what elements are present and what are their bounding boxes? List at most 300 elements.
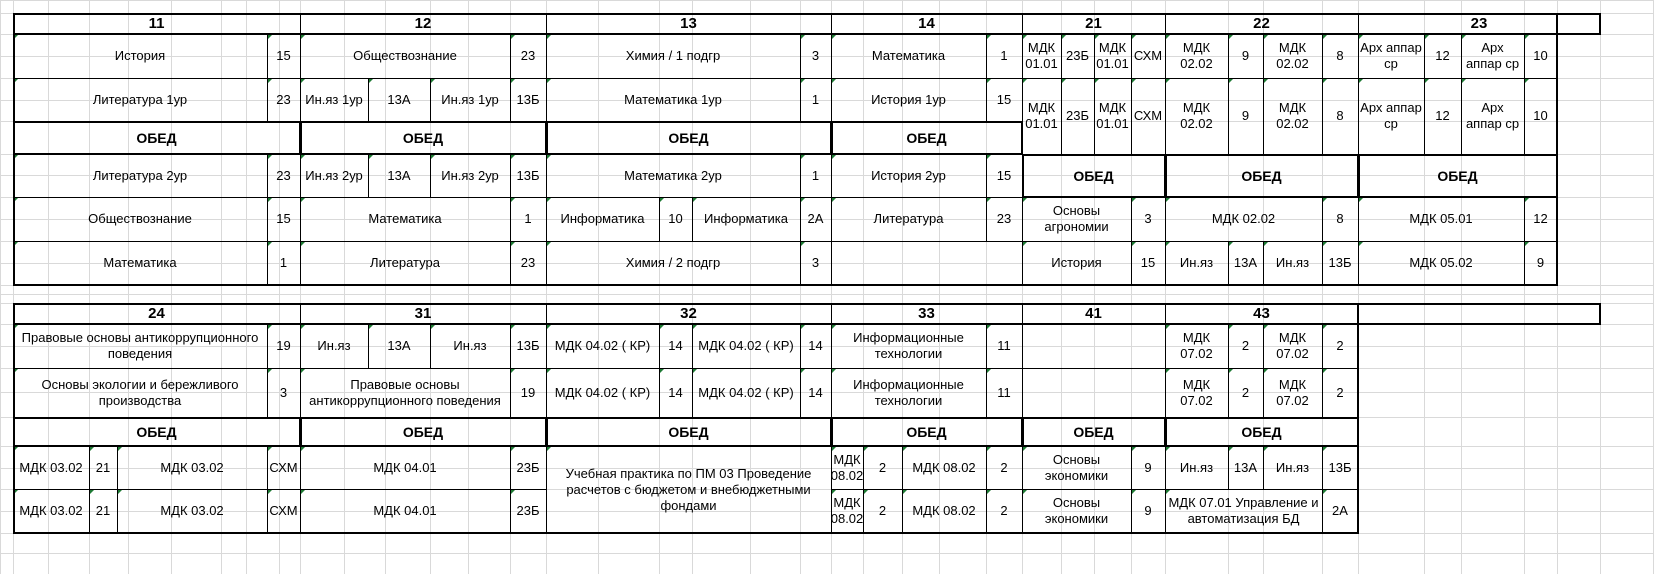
g12-p5-subject[interactable]: [300, 241, 510, 285]
g22-p4-room[interactable]: [1322, 197, 1358, 241]
g22-p2-subgroup1-subject[interactable]: [1165, 78, 1228, 154]
lunch-break-21-text: ОБЕД: [1073, 167, 1114, 184]
g31-p1-subgroup2-subject[interactable]: [430, 324, 510, 368]
g24-p1-room[interactable]: [267, 324, 300, 368]
g32-p2-subgroup2-subject[interactable]: [692, 368, 800, 417]
cell-border: [267, 78, 268, 121]
cell-border: [1322, 34, 1323, 78]
g13-p4-subgroup2-room[interactable]: [800, 197, 831, 241]
g21-p4-room-text: 3: [1144, 211, 1152, 226]
g31-p2-subject[interactable]: [300, 368, 510, 417]
g14-p3-subject-text: История 2ур: [871, 167, 946, 183]
g14-p1-room-text: 1: [1000, 48, 1008, 63]
g21-p5-subject[interactable]: [1022, 241, 1131, 285]
g13-p1-subject[interactable]: [546, 34, 800, 78]
g22-p5-subgroup2-room[interactable]: [1322, 241, 1358, 285]
g14-p2-subject[interactable]: [831, 78, 986, 121]
g22-p2-subgroup2-subject[interactable]: [1263, 78, 1322, 154]
cell-border: [510, 154, 511, 197]
g43-p2-subgroup2-subject[interactable]: [1263, 368, 1322, 417]
g33-p3-subgroup2-room[interactable]: [986, 446, 1022, 489]
g33-p4-subgroup1-room[interactable]: [863, 489, 902, 533]
g11-p4-room-text: 15: [276, 211, 291, 226]
cell-border: [1022, 78, 1557, 79]
lunch-break-41[interactable]: [1022, 417, 1165, 446]
g43-p3-subgroup1-room-text: 13А: [1233, 459, 1258, 475]
cell-border: [368, 324, 369, 368]
g13-p3-subject-text: Математика 2ур: [624, 167, 722, 183]
cell-border: [986, 489, 987, 533]
cell-border: [546, 368, 831, 369]
cell-border: [1094, 34, 1095, 78]
g33-p4-subgroup2-room[interactable]: [986, 489, 1022, 533]
g21-p1-subgroup1-room[interactable]: [1061, 34, 1094, 78]
g33-p2-subject[interactable]: [831, 368, 986, 417]
g43-p2-subgroup1-subject-text: МДК 07.02: [1180, 376, 1213, 408]
cell-border: [430, 154, 431, 197]
cell-border: [1263, 446, 1264, 489]
g24-p2-subject[interactable]: [13, 368, 267, 417]
g32-p1-subgroup1-room-text: 14: [668, 338, 683, 353]
g11-p2-room[interactable]: [267, 78, 300, 121]
g13-p3-subject[interactable]: [546, 154, 800, 197]
cell-border: [659, 197, 660, 241]
g23-p1-subgroup2-subject-text: Арх аппар ср: [1465, 40, 1520, 71]
g43-p1-subgroup1-subject-text: МДК 07.02: [1180, 330, 1213, 361]
g14-p2-subject-text: История 1ур: [871, 91, 946, 107]
g41-p3-subject[interactable]: [1022, 446, 1131, 489]
g43-p4-room-text: 2А: [1332, 503, 1348, 518]
group-header-43[interactable]: [1165, 303, 1358, 324]
g21-p5-room-text: 15: [1140, 255, 1156, 270]
cell-border: [510, 241, 511, 285]
cell-border: [117, 489, 118, 533]
g12-p3-subgroup1-subject[interactable]: [300, 154, 368, 197]
g21-p1-subgroup2-subject[interactable]: [1094, 34, 1131, 78]
g43-p3-subgroup1-subject[interactable]: [1165, 446, 1228, 489]
g23-p5-room-text: 9: [1536, 255, 1545, 270]
cell-border: [1322, 78, 1323, 154]
g12-p3-subgroup1-room-text: 13А: [387, 167, 411, 183]
g23-p5-subject[interactable]: [1358, 241, 1524, 285]
g12-p2-subgroup1-room-text: 13А: [387, 91, 411, 107]
g13-p1-room-text: 3: [811, 48, 820, 63]
g22-p1-subgroup2-subject-text: МДК 02.02: [1276, 40, 1309, 71]
g43-p1-subgroup1-room[interactable]: [1228, 324, 1263, 368]
cell-border: [510, 368, 511, 417]
g11-p1-room-text: 15: [276, 48, 291, 63]
g23-p4-room-text: 12: [1533, 211, 1548, 226]
g43-p3-subgroup1-room[interactable]: [1228, 446, 1263, 489]
group-header-13[interactable]: [546, 13, 831, 34]
g12-p1-subject[interactable]: [300, 34, 510, 78]
g41-p3-room[interactable]: [1131, 446, 1165, 489]
g22-p5-subgroup1-room[interactable]: [1228, 241, 1263, 285]
g43-p1-subgroup2-room-text: 2: [1336, 338, 1344, 353]
cell-border: [902, 446, 903, 489]
cell-border: [1022, 303, 1023, 533]
g24-p3-subgroup2-subject[interactable]: [117, 446, 267, 489]
g22-p2-subgroup2-room[interactable]: [1322, 78, 1358, 154]
cell-border: [1165, 303, 1166, 533]
g13-p5-room[interactable]: [800, 241, 831, 285]
group-header-11[interactable]: [13, 13, 300, 34]
g23-p1-subgroup1-room-text: 12: [1435, 48, 1450, 63]
g43-p3-subgroup2-room[interactable]: [1322, 446, 1358, 489]
g12-p4-room[interactable]: [510, 197, 546, 241]
g32-p1-subgroup2-room[interactable]: [800, 324, 831, 368]
g12-p3-subgroup1-subject-text: Ин.яз 2ур: [305, 167, 363, 183]
g41-p4-subject-text: Основы экономики: [1044, 495, 1109, 526]
g12-p1-room[interactable]: [510, 34, 546, 78]
g43-p2-subgroup2-room[interactable]: [1322, 368, 1358, 417]
g33-p4-subgroup1-room-text: 2: [878, 503, 887, 518]
group-header-33[interactable]: [831, 303, 1022, 324]
g43-p3-subgroup2-room-text: 13Б: [1328, 459, 1352, 475]
g21-p1-subgroup2-room[interactable]: [1131, 34, 1165, 78]
group-header-41[interactable]: [1022, 303, 1165, 324]
group-header-21[interactable]: [1022, 13, 1165, 34]
g13-p2-subject[interactable]: [546, 78, 800, 121]
g12-p3-subgroup1-room[interactable]: [368, 154, 430, 197]
g13-p4-subgroup2-subject[interactable]: [692, 197, 800, 241]
g33-p3-subgroup1-subject[interactable]: [831, 446, 863, 489]
cell-border: [986, 34, 987, 78]
lunch-break-13[interactable]: [546, 121, 831, 154]
g12-p2-subgroup2-subject[interactable]: [430, 78, 510, 121]
g22-p1-subgroup1-room-text: 9: [1241, 48, 1250, 63]
group-header-24[interactable]: [13, 303, 300, 324]
g31-p2-subject-text: Правовые основы антикоррупционного поведения: [309, 376, 501, 408]
g14-p2-room[interactable]: [986, 78, 1022, 121]
g23-p1-subgroup1-room[interactable]: [1424, 34, 1461, 78]
g21-p2-subgroup1-subject[interactable]: [1022, 78, 1061, 154]
g41-p4-subject[interactable]: [1022, 489, 1131, 533]
g43-p4-subject[interactable]: [1165, 489, 1322, 533]
g14-p4-subject[interactable]: [831, 197, 986, 241]
cell-border: [430, 78, 431, 121]
g23-p2-subgroup1-subject-text: Арх аппар ср: [1360, 100, 1422, 131]
lunch-break-24[interactable]: [13, 417, 300, 446]
cell-border: [1461, 34, 1462, 78]
group-header-22[interactable]: [1165, 13, 1358, 34]
g43-p3-subgroup2-subject[interactable]: [1263, 446, 1322, 489]
g13-p2-room[interactable]: [800, 78, 831, 121]
g43-p4-room[interactable]: [1322, 489, 1358, 533]
g31-p4-subject[interactable]: [300, 489, 510, 533]
cell-border: [863, 446, 864, 489]
g31-p4-room-text: 23Б: [516, 503, 540, 518]
cell-border: [800, 197, 801, 241]
cell-border: [1061, 34, 1062, 78]
g31-p1-subgroup1-subject[interactable]: [300, 324, 368, 368]
g43-p2-subgroup1-room[interactable]: [1228, 368, 1263, 417]
g33-p4-subgroup2-subject-text: МДК 08.02: [912, 503, 976, 518]
g12-p3-subgroup2-room[interactable]: [510, 154, 546, 197]
g23-p1-subgroup1-subject[interactable]: [1358, 34, 1424, 78]
cell-border: [267, 34, 268, 78]
g23-p1-subgroup2-room[interactable]: [1524, 34, 1557, 78]
g23-p2-subgroup2-subject[interactable]: [1461, 78, 1524, 154]
group-header-32[interactable]: [546, 303, 831, 324]
cell-border: [986, 324, 987, 368]
g24-p4-subgroup2-subject[interactable]: [117, 489, 267, 533]
g22-p5-subgroup1-subject[interactable]: [1165, 241, 1228, 285]
g23-p4-subject[interactable]: [1358, 197, 1524, 241]
cell-border: [1263, 368, 1264, 417]
lunch-break-13-text: ОБЕД: [668, 129, 709, 146]
g21-p2-subgroup2-subject-text: МДК 01.01: [1096, 100, 1129, 131]
g12-p2-subgroup2-room[interactable]: [510, 78, 546, 121]
g21-p2-subgroup1-subject-text: МДК 01.01: [1025, 100, 1058, 131]
g12-p1-room-text: 23: [520, 48, 536, 63]
cell-border: [1263, 324, 1264, 368]
cell-border: [510, 489, 511, 533]
g31-p2-room[interactable]: [510, 368, 546, 417]
group-header-12[interactable]: [300, 13, 546, 34]
lunch-break-23[interactable]: [1358, 154, 1557, 197]
g11-p3-subject[interactable]: [13, 154, 267, 197]
g32-p2-subgroup1-room[interactable]: [659, 368, 692, 417]
g33-p3-subgroup1-room[interactable]: [863, 446, 902, 489]
g24-p4-subgroup1-subject[interactable]: [13, 489, 89, 533]
g14-p3-room[interactable]: [986, 154, 1022, 197]
cell-border: [1228, 324, 1229, 368]
g13-p4-subgroup1-room[interactable]: [659, 197, 692, 241]
g13-p1-room[interactable]: [800, 34, 831, 78]
cell-border: [986, 197, 987, 241]
g24-p4-subgroup2-room[interactable]: [267, 489, 300, 533]
g12-p3-subgroup2-subject[interactable]: [430, 154, 510, 197]
g11-p5-room[interactable]: [267, 241, 300, 285]
g11-p5-room-text: 1: [279, 255, 288, 270]
cell-border: [300, 13, 301, 285]
g32-p2-subgroup1-subject[interactable]: [546, 368, 659, 417]
g21-p1-subgroup1-room-text: 23Б: [1066, 48, 1089, 63]
cell-border: [267, 241, 268, 285]
g13-p2-room-text: 1: [811, 91, 820, 107]
g23-p4-room[interactable]: [1524, 197, 1557, 241]
g14-p1-room[interactable]: [986, 34, 1022, 78]
g14-p1-subject[interactable]: [831, 34, 986, 78]
g24-p3-subgroup2-room-text: СХМ: [269, 459, 298, 475]
g32-p1-subgroup2-subject[interactable]: [692, 324, 800, 368]
g21-p4-subject[interactable]: [1022, 197, 1131, 241]
g23-p1-subgroup2-subject[interactable]: [1461, 34, 1524, 78]
g43-p1-subgroup2-room[interactable]: [1322, 324, 1358, 368]
cell-border: [368, 78, 369, 121]
cell-border: [1131, 34, 1132, 78]
cell-border: [267, 154, 268, 197]
g32-p2-subgroup2-room[interactable]: [800, 368, 831, 417]
g11-p2-room-text: 23: [276, 91, 291, 107]
g11-p1-subject-text: История: [114, 48, 166, 63]
g33-p4-subgroup2-subject[interactable]: [902, 489, 986, 533]
g13-p5-subject[interactable]: [546, 241, 800, 285]
g21-p2-subgroup2-room[interactable]: [1131, 78, 1165, 154]
g11-p4-subject[interactable]: [13, 197, 267, 241]
cell-border: [13, 241, 1022, 242]
g22-p2-subgroup1-room[interactable]: [1228, 78, 1263, 154]
cell-border: [13, 368, 546, 369]
g21-p2-subgroup1-room-text: 23Б: [1066, 108, 1089, 123]
lunch-break-11-text: ОБЕД: [136, 129, 177, 146]
g12-p2-subgroup1-room[interactable]: [368, 78, 430, 121]
g12-p3-subgroup2-subject-text: Ин.яз 2ур: [441, 167, 499, 183]
lunch-break-12[interactable]: [300, 121, 546, 154]
lunch-break-33[interactable]: [831, 417, 1022, 446]
cell-border: [986, 78, 987, 121]
cell-border: [267, 197, 268, 241]
g13-p4-subgroup2-subject-text: Информатика: [704, 211, 788, 226]
cell-border: [831, 13, 832, 285]
g33-p2-room-text: 11: [997, 384, 1011, 400]
g24-p2-subject-text: Основы экологии и бережливого производства: [41, 376, 239, 408]
g33-p3-subgroup1-subject-text: МДК 08.02: [831, 451, 863, 483]
g21-p4-room[interactable]: [1131, 197, 1165, 241]
g21-p2-subgroup2-room-text: СХМ: [1133, 108, 1163, 123]
lunch-break-14-text: ОБЕД: [906, 129, 947, 146]
g32-p2-subgroup1-room-text: 14: [668, 384, 683, 400]
g31-p1-subgroup1-room[interactable]: [368, 324, 430, 368]
cell-border: [1131, 446, 1132, 489]
group-header-31[interactable]: [300, 303, 546, 324]
lunch-break-22-text: ОБЕД: [1241, 167, 1282, 184]
g22-p1-subgroup1-room[interactable]: [1228, 34, 1263, 78]
cell-border: [986, 154, 987, 197]
g43-p1-subgroup2-subject[interactable]: [1263, 324, 1322, 368]
cell-border: [13, 489, 546, 490]
lunch-break-22[interactable]: [1165, 154, 1358, 197]
group-header-11-text: 11: [148, 14, 165, 32]
g33-p2-room[interactable]: [986, 368, 1022, 417]
g24-p4-subgroup1-room[interactable]: [89, 489, 117, 533]
g24-p2-room[interactable]: [267, 368, 300, 417]
g33-p1-room[interactable]: [986, 324, 1022, 368]
g12-p5-subject-text: Литература: [370, 255, 440, 270]
g14-p3-subject[interactable]: [831, 154, 986, 197]
g23-p2-subgroup1-subject[interactable]: [1358, 78, 1424, 154]
g33-p4-subgroup1-subject[interactable]: [831, 489, 863, 533]
g11-p2-subject[interactable]: [13, 78, 267, 121]
g11-p5-subject[interactable]: [13, 241, 267, 285]
g22-p2-subgroup2-subject-text: МДК 02.02: [1276, 100, 1309, 131]
g13-p4-subgroup1-subject[interactable]: [546, 197, 659, 241]
g31-p1-subgroup1-subject-text: Ин.яз: [317, 338, 351, 353]
g21-p2-subgroup2-subject[interactable]: [1094, 78, 1131, 154]
g24-p3-subgroup1-room-text: 21: [95, 459, 111, 475]
cell-border: [368, 154, 369, 197]
g32-p2-subgroup2-subject-text: МДК 04.02 ( КР): [698, 384, 794, 400]
g24-p3-subgroup2-room[interactable]: [267, 446, 300, 489]
cell-border: [1322, 368, 1323, 417]
g23-p2-subgroup1-room[interactable]: [1424, 78, 1461, 154]
g11-p3-room[interactable]: [267, 154, 300, 197]
g13-p3-room[interactable]: [800, 154, 831, 197]
lunch-break-32-text: ОБЕД: [668, 423, 709, 440]
g33-p1-subject[interactable]: [831, 324, 986, 368]
g11-p2-subject-text: Литература 1ур: [92, 91, 188, 107]
g21-p5-room[interactable]: [1131, 241, 1165, 285]
g31-p3-room[interactable]: [510, 446, 546, 489]
g32-practice[interactable]: [546, 446, 831, 533]
g31-p1-subgroup2-room[interactable]: [510, 324, 546, 368]
cell-border: [831, 489, 1358, 490]
cell-border: [1022, 13, 1023, 285]
g14-p4-room[interactable]: [986, 197, 1022, 241]
g23-p1-subgroup1-subject-text: Арх аппар ср: [1360, 40, 1422, 71]
g22-p1-subgroup2-room[interactable]: [1322, 34, 1358, 78]
lunch-break-31[interactable]: [300, 417, 546, 446]
g23-p5-room[interactable]: [1524, 241, 1557, 285]
group-header-33-text: 33: [918, 304, 935, 322]
g24-p1-subject[interactable]: [13, 324, 267, 368]
cell-border: [692, 197, 693, 241]
g12-p2-subgroup2-room-text: 13Б: [516, 91, 540, 107]
group-header-21-text: 21: [1085, 14, 1102, 32]
lunch-break-32[interactable]: [546, 417, 831, 446]
g21-p2-subgroup1-room[interactable]: [1061, 78, 1094, 154]
cell-border: [267, 446, 268, 489]
g33-p3-subgroup2-room-text: 2: [1000, 459, 1008, 475]
g13-p2-subject-text: Математика 1ур: [624, 91, 722, 107]
group-header-23[interactable]: [1358, 13, 1600, 34]
lunch-break-14[interactable]: [831, 121, 1022, 154]
cell-border: [1358, 13, 1359, 285]
group-header-12-text: 12: [414, 14, 432, 32]
g41-p3-room-text: 9: [1144, 459, 1152, 475]
group-header-14[interactable]: [831, 13, 1022, 34]
g11-p1-room[interactable]: [267, 34, 300, 78]
g21-p1-subgroup1-subject[interactable]: [1022, 34, 1061, 78]
g32-p1-subgroup1-subject[interactable]: [546, 324, 659, 368]
g24-p3-subgroup1-subject[interactable]: [13, 446, 89, 489]
g24-p3-subgroup1-room[interactable]: [89, 446, 117, 489]
cell-border: [13, 34, 1557, 35]
g22-p1-subgroup1-subject[interactable]: [1165, 34, 1228, 78]
cell-border: [1131, 241, 1132, 285]
g41-p4-room[interactable]: [1131, 489, 1165, 533]
cell-border: [863, 489, 864, 533]
cell-border: [117, 446, 118, 489]
g22-p2-subgroup2-room-text: 8: [1336, 108, 1344, 123]
g31-p4-room[interactable]: [510, 489, 546, 533]
g22-p4-subject[interactable]: [1165, 197, 1322, 241]
lunch-break-43[interactable]: [1165, 417, 1358, 446]
g11-p4-room[interactable]: [267, 197, 300, 241]
g31-p3-subject[interactable]: [300, 446, 510, 489]
g32-p1-subgroup1-room[interactable]: [659, 324, 692, 368]
g23-p2-subgroup2-room[interactable]: [1524, 78, 1557, 154]
g12-p4-subject[interactable]: [300, 197, 510, 241]
lunch-break-11[interactable]: [13, 121, 300, 154]
g14-p2-room-text: 15: [996, 91, 1012, 107]
cell-border: [1228, 34, 1229, 78]
g11-p1-subject[interactable]: [13, 34, 267, 78]
g22-p1-subgroup2-subject[interactable]: [1263, 34, 1322, 78]
g33-p3-subgroup2-subject[interactable]: [902, 446, 986, 489]
cell-border: [1424, 78, 1425, 154]
g12-p2-subgroup1-subject[interactable]: [300, 78, 368, 121]
g12-p5-room[interactable]: [510, 241, 546, 285]
lunch-break-21[interactable]: [1022, 154, 1165, 197]
lunch-break-41-text: ОБЕД: [1073, 423, 1114, 440]
g43-p1-subgroup1-subject[interactable]: [1165, 324, 1228, 368]
g43-p2-subgroup1-subject[interactable]: [1165, 368, 1228, 417]
g22-p5-subgroup2-subject[interactable]: [1263, 241, 1322, 285]
g22-p5-subgroup1-room-text: 13А: [1233, 255, 1258, 270]
g32-p1-subgroup2-subject-text: МДК 04.02 ( КР): [698, 338, 794, 353]
